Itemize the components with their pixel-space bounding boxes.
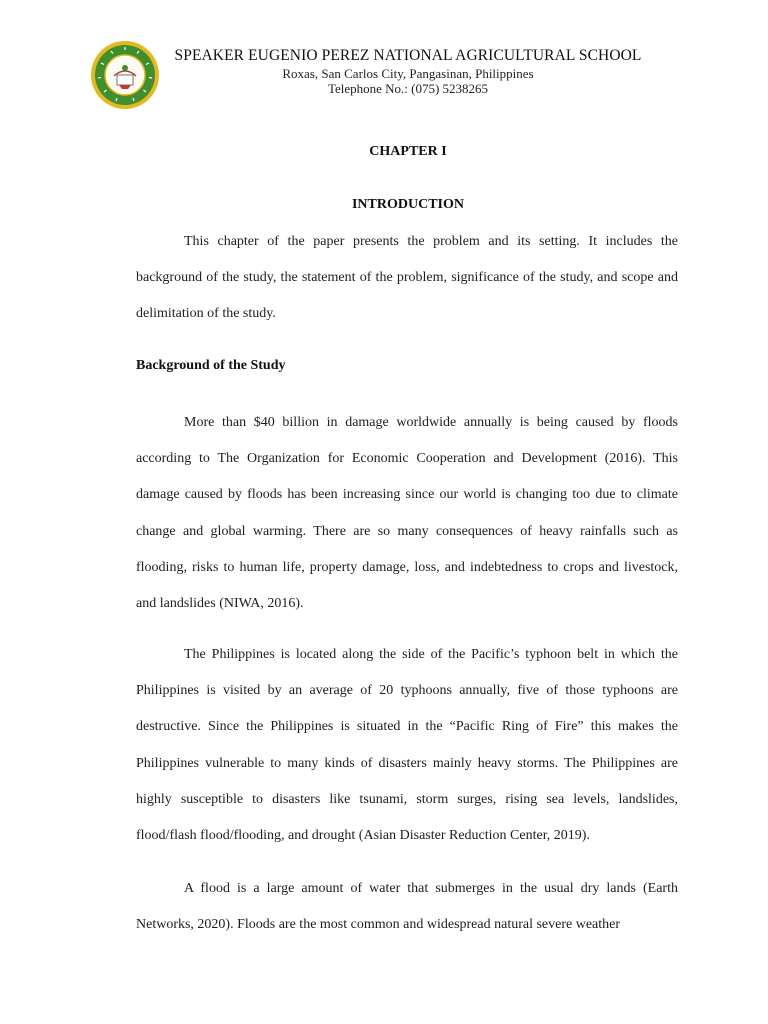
intro-paragraph: This chapter of the paper presents the problem and its setting. It includes the background of the study, the statement of the problem, significance of the study, and scope and delimitation of the study. — [136, 234, 678, 322]
body-paragraph: A flood is a large amount of water that submerges in the usual dry lands (Earth Networks, 2020). Floods are the most common and widespread natural severe weather — [136, 881, 678, 933]
body-paragraph: The Philippines is located along the side of the Pacific’s typhoon belt in which the Philippines is visited by an average of 20 typhoons annually, five of those typhoons are destructive. Since the Philippines is situated in the “Pacific Ring of Fire” this makes the Philippines vulnerable to many kinds of disasters mainly heavy storms. The Philippines are highly susceptible to disasters like tsunami, storm surges, rising sea levels, landslides, flood/flash flood/flooding, and drought (Asian Disaster Reduction Center, 2019). — [136, 647, 678, 844]
chapter-heading: CHAPTER I — [369, 144, 447, 159]
school-name: SPEAKER EUGENIO PEREZ NATIONAL AGRICULTURAL SCHOOL — [174, 47, 642, 64]
section-title: INTRODUCTION — [351, 197, 464, 212]
school-address: Roxas, San Carlos City, Pangasinan, Philippines — [282, 66, 534, 81]
school-telephone: Telephone No.: (075) 5238265 — [327, 81, 489, 96]
background-heading: Background of the Study — [136, 358, 286, 373]
school-seal-icon — [90, 40, 160, 110]
body-paragraph: More than $40 billion in damage worldwide annually is being caused by floods according to The Organization for Economic Cooperation and Development (2016). This damage caused by floods has been increasing since our world is changing too due to climate change and global warming. There are so many consequences of heavy rainfalls such as flooding, risks to human life, property damage, loss, and indebtedness to crops and livestock, and landslides (NIWA, 2016). — [136, 415, 678, 612]
